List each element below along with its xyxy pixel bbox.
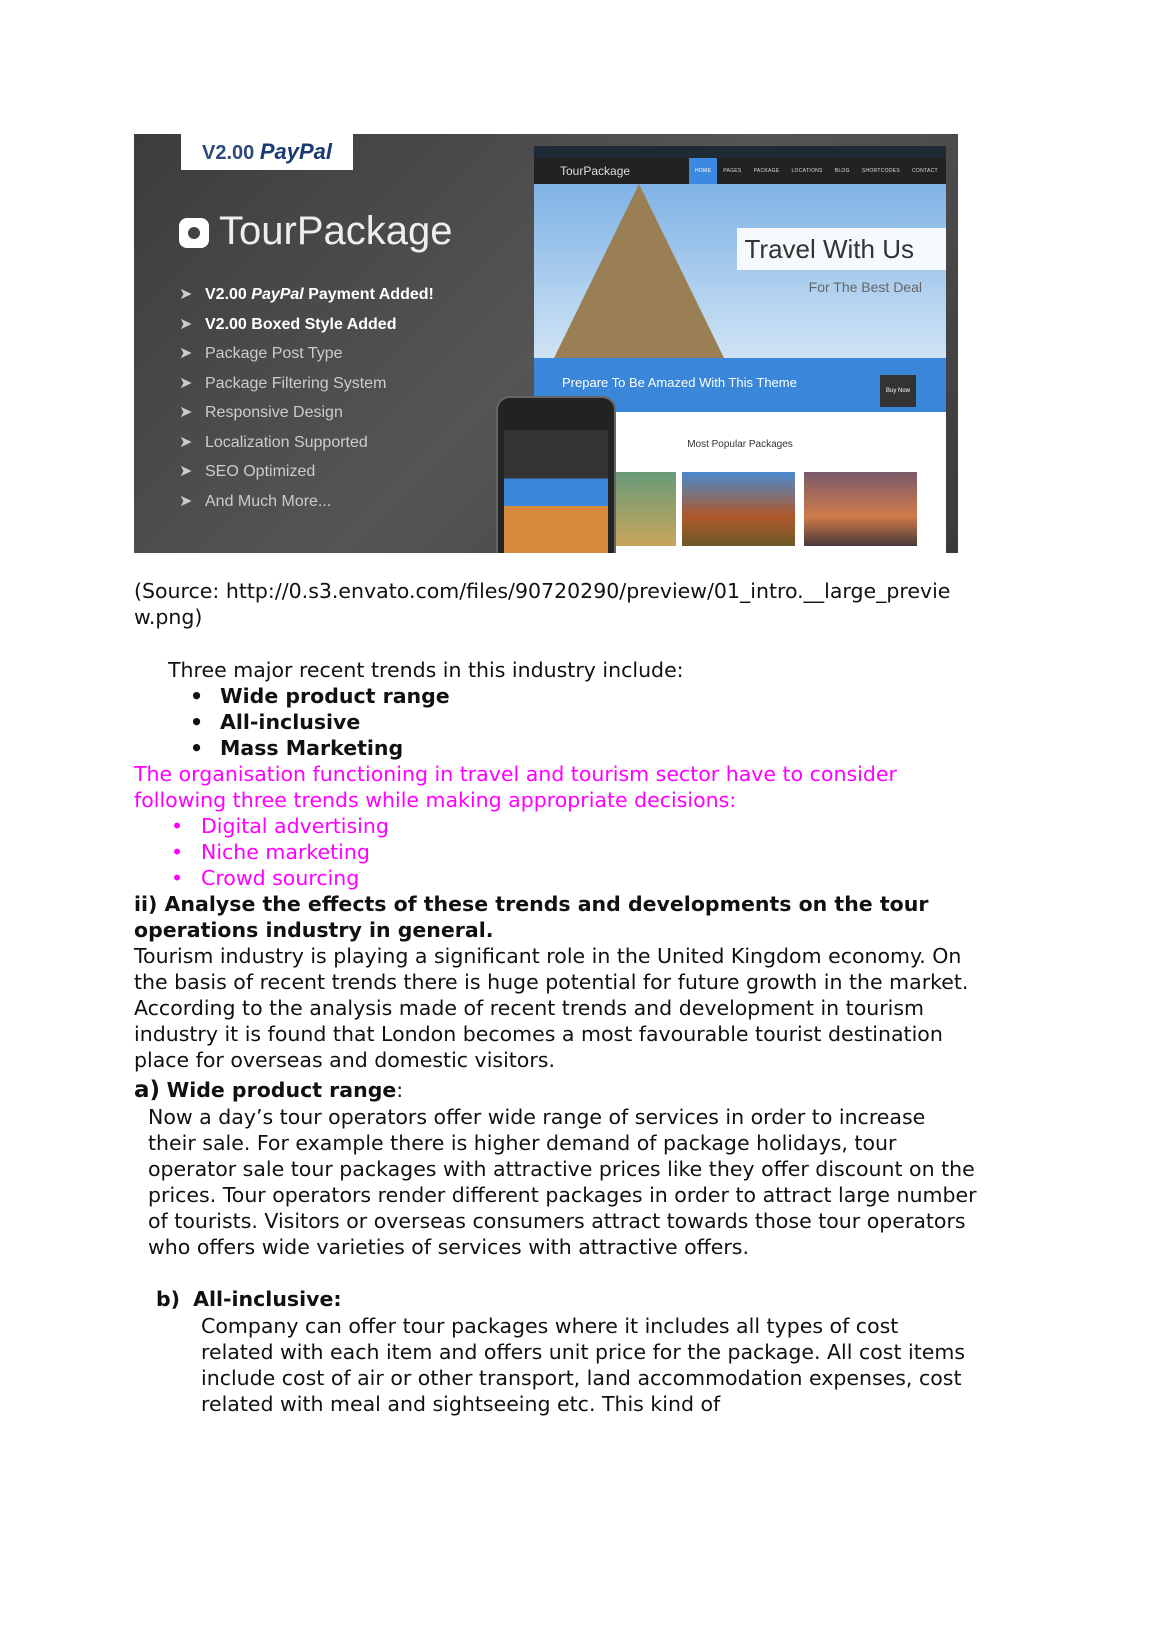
- eiffel-tower-image: [554, 184, 724, 358]
- badge-version: V2.00: [202, 142, 255, 164]
- hero-subtitle: For The Best Deal: [808, 279, 922, 295]
- section-marker: a): [134, 1077, 161, 1103]
- package-thumb: [682, 472, 795, 546]
- section-marker: b): [156, 1287, 181, 1311]
- section-a-heading: [134, 1077, 979, 1103]
- trend-item: • All-inclusive: [220, 709, 1065, 735]
- tourpackage-logo: [179, 206, 452, 256]
- feature-text: Package Post Type: [205, 345, 343, 362]
- feature-text: Boxed Style Added: [251, 315, 397, 333]
- tourpackage-preview-image: [134, 134, 958, 553]
- feature-item: [179, 457, 434, 487]
- trend-item: • Digital advertising: [201, 813, 1046, 839]
- mockup-nav-item: HOME: [689, 158, 717, 184]
- body-paragraph: Tourism industry is playing a significant role in the United Kingdom economy. On the basis of recent trends there is huge potential for future growth in the market. According to the analysis made of recent trends and development in tourism industry it is found that London becomes a most favourable tourist destination place for overseas and domestic visitors.: [134, 944, 969, 1072]
- section-b-heading: [156, 1286, 1001, 1312]
- trends-list: [220, 683, 1065, 761]
- feature-prefix: V2.00: [205, 315, 247, 333]
- image-source: (Source: http://0.s3.envato.com/files/90720290/preview/01_intro.__large_preview.png): [134, 579, 951, 629]
- arrow-icon: ➤: [179, 286, 193, 303]
- cta-text: Prepare To Be Amazed With This Theme: [562, 375, 797, 390]
- mockup-nav-item: BLOG: [834, 168, 850, 174]
- trend-item: • Wide product range: [220, 683, 1065, 709]
- arrow-icon: ➤: [179, 315, 193, 333]
- feature-text: Payment Added!: [308, 286, 434, 303]
- arrow-icon: ➤: [179, 492, 193, 510]
- buy-now-button: Buy Now: [880, 375, 916, 407]
- section-heading: ii) Analyse the effects of these trends and developments on the tour operations industry in general.: [134, 892, 929, 942]
- arrow-icon: ➤: [179, 433, 193, 451]
- section-title: Wide product range: [166, 1078, 397, 1102]
- feature-text: SEO Optimized: [205, 463, 316, 480]
- logo-icon: [179, 218, 209, 248]
- mockup-nav-item: PACKAGE: [753, 168, 780, 174]
- feature-text: And Much More...: [205, 492, 332, 510]
- mockup-hero: [534, 184, 946, 358]
- phone-mockup: [496, 396, 616, 553]
- section-a-paragraph: Now a day’s tour operators offer wide range of services in order to increase their sale. For example there is higher demand of package holidays, tour operator sale tour packages with attractive prices like they offer discount on the prices. Tour operators render different packages in order to attract large number of tourists. Visitors or overseas consumers attract towards those tour operators who offers wide varieties of services with attractive offers.: [148, 1105, 977, 1259]
- pink-trends-list: [201, 813, 1046, 891]
- mockup-nav-item: LOCATIONS: [791, 168, 823, 174]
- phone-screen: [504, 430, 608, 553]
- feature-item: [179, 369, 434, 399]
- trend-item: • Mass Marketing: [220, 735, 1065, 761]
- hero-title: Travel With Us: [737, 228, 947, 270]
- feature-brand: PayPal: [251, 286, 304, 303]
- intro-text: Three major recent trends in this industry include:: [168, 658, 684, 682]
- feature-item: [179, 398, 434, 428]
- feature-item: [179, 428, 434, 458]
- feature-text: Localization Supported: [205, 433, 368, 451]
- mockup-brand: TourPackage: [560, 164, 631, 178]
- feature-text: Responsive Design: [205, 404, 343, 421]
- logo-text: TourPackage: [219, 209, 453, 253]
- mockup-topbar: [534, 146, 946, 158]
- mockup-nav: [534, 158, 946, 184]
- arrow-icon: ➤: [179, 345, 193, 362]
- feature-item: [179, 280, 434, 310]
- arrow-icon: ➤: [179, 374, 193, 392]
- feature-prefix: V2.00: [205, 286, 247, 303]
- package-thumb: [804, 472, 917, 546]
- trend-item: • Crowd sourcing: [201, 865, 1046, 891]
- popular-heading: Most Popular Packages: [687, 439, 793, 450]
- arrow-icon: ➤: [179, 463, 193, 480]
- feature-item: [179, 487, 434, 517]
- package-thumb: [614, 472, 676, 546]
- section-b-paragraph: Company can offer tour packages where it includes all types of cost related with each item and offers unit price for the package. All cost items include cost of air or other transport, land accommodation expenses, cost related with meal and sightseeing etc. This kind of: [201, 1314, 965, 1416]
- feature-text: Package Filtering System: [205, 374, 387, 392]
- trend-item: • Niche marketing: [201, 839, 1046, 865]
- mockup-nav-item: PAGES: [723, 168, 742, 174]
- feature-list: [179, 280, 434, 516]
- section-title: All-inclusive:: [193, 1287, 342, 1311]
- feature-item: [179, 310, 434, 340]
- mockup-nav-item: CONTACT: [912, 168, 938, 174]
- trends-paragraph: The organisation functioning in travel and tourism sector have to consider following three trends while making appropriate decisions:: [134, 762, 897, 812]
- feature-item: [179, 339, 434, 369]
- paypal-badge: [181, 134, 353, 170]
- mockup-nav-item: SHORTCODES: [861, 168, 901, 174]
- paypal-logo-text: PayPal: [259, 139, 332, 164]
- arrow-icon: ➤: [179, 404, 193, 421]
- colon: :: [396, 1078, 404, 1102]
